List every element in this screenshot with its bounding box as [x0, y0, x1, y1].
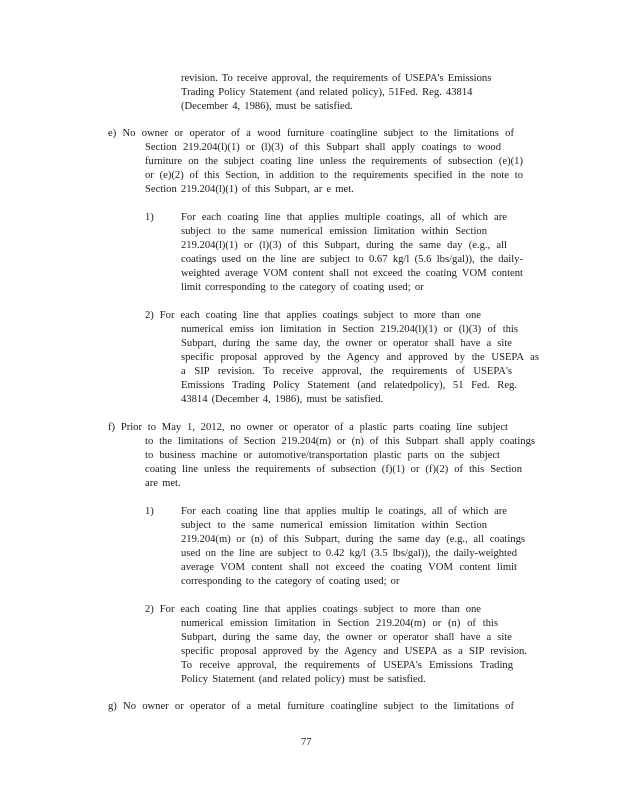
continuation-line-3: (December 4, 1986), must be satisfied.	[181, 101, 353, 112]
para-e-line-3: furniture on the subject coating line unless the requirements of subsection (e)(1)	[145, 156, 523, 167]
para-e-line-2: Section 219.204(l)(1) or (l)(3) of this Subpart shall apply coatings to wood	[145, 142, 501, 153]
para-f-item-1-line-4: used on the line are subject to 0.42 kg/l (3.5 lbs/gal)), the daily-weighted	[181, 548, 517, 559]
para-f-item-2-line-5: To receive approval, the requirements of USEPA's Emissions Trading	[181, 660, 513, 671]
para-e-item-2-line-7: 43814 (December 4, 1986), must be satisfied.	[181, 394, 384, 405]
para-f-item-1-line-3: 219.204(m) or (n) of this Subpart, during the same day (e.g., all coatings	[181, 534, 525, 545]
para-f-item-1-line-2: subject to the same numerical emission limitation within Section	[181, 520, 487, 531]
para-e-item-2-line-5: a SIP revision. To receive approval, the requirements of USEPA's	[181, 366, 512, 377]
para-e-item-1-line-6: limit corresponding to the category of coating used; or	[181, 282, 424, 293]
para-e-item-1-line-3: 219.204(l)(1) or (l)(3) of this Subpart, during the same day (e.g., all	[181, 240, 507, 251]
para-f-line-5: are met.	[145, 478, 181, 489]
continuation-line-2: Trading Policy Statement (and related policy), 51Fed. Reg. 43814	[181, 87, 473, 98]
para-f-item-2-line-6: Policy Statement (and related policy) must be satisfied.	[181, 674, 426, 685]
para-e-item-1-line-4: coatings used on the line are subject to 0.67 kg/l (5.6 lbs/gal)), the daily-	[181, 254, 523, 265]
para-e-item-1-line-1: For each coating line that applies multiple coatings, all of which are	[181, 212, 507, 223]
para-f-item-1-line-5: average VOM content shall not exceed the coating VOM content limit	[181, 562, 517, 573]
para-e-item-1-number: 1)	[145, 212, 154, 223]
para-f-item-2-line-2: numerical emission limitation in Section 219.204(m) or (n) of this	[181, 618, 498, 629]
para-e-item-2-line-6: Emissions Trading Policy Statement (and relatedpolicy), 51 Fed. Reg.	[181, 380, 517, 391]
para-e-item-2-line-4: specific proposal approved by the Agency and approved by the USEPA as	[181, 352, 539, 363]
para-e-item-1-line-5: weighted average VOM content shall not exceed the coating VOM content	[181, 268, 523, 279]
para-f-line-1: f) Prior to May 1, 2012, no owner or operator of a plastic parts coating line subject	[108, 422, 508, 433]
para-f-line-2: to the limitations of Section 219.204(m) or (n) of this Subpart shall apply coatings	[145, 436, 535, 447]
para-f-line-3: to business machine or automotive/transportation plastic parts on the subject	[145, 450, 500, 461]
para-e-line-4: or (e)(2) of this Section, in addition to the requirements specified in the note to	[145, 170, 523, 181]
para-e-item-2-line-2: numerical emiss ion limitation in Section 219.204(l)(1) or (l)(3) of this	[181, 324, 518, 335]
para-f-item-1-line-6: corresponding to the category of coating used; or	[181, 576, 400, 587]
para-e-item-2-line-3: Subpart, during the same day, the owner or operator shall have a site	[181, 338, 512, 349]
para-e-line-5: Section 219.204(l)(1) of this Subpart, ar e met.	[145, 184, 354, 195]
para-e-line-1: e) No owner or operator of a wood furniture coatingline subject to the limitations of	[108, 128, 514, 139]
page-number: 77	[301, 737, 312, 748]
para-f-item-1-number: 1)	[145, 506, 154, 517]
para-f-item-2-line-3: Subpart, during the same day, the owner or operator shall have a site	[181, 632, 512, 643]
para-f-item-1-line-1: For each coating line that applies multip le coatings, all of which are	[181, 506, 507, 517]
continuation-line-1: revision. To receive approval, the requirements of USEPA's Emissions	[181, 73, 492, 84]
para-e-item-1-line-2: subject to the same numerical emission limitation within Section	[181, 226, 487, 237]
para-f-line-4: coating line unless the requirements of subsection (f)(1) or (f)(2) of this Section	[145, 464, 522, 475]
para-f-item-2-line-1: 2) For each coating line that applies coatings subject to more than one	[145, 604, 481, 615]
para-g-line-1: g) No owner or operator of a metal furniture coatingline subject to the limitations of	[108, 701, 514, 712]
para-e-item-2-line-1: 2) For each coating line that applies coatings subject to more than one	[145, 310, 481, 321]
para-f-item-2-line-4: specific proposal approved by the Agency and USEPA as a SIP revision.	[181, 646, 527, 657]
